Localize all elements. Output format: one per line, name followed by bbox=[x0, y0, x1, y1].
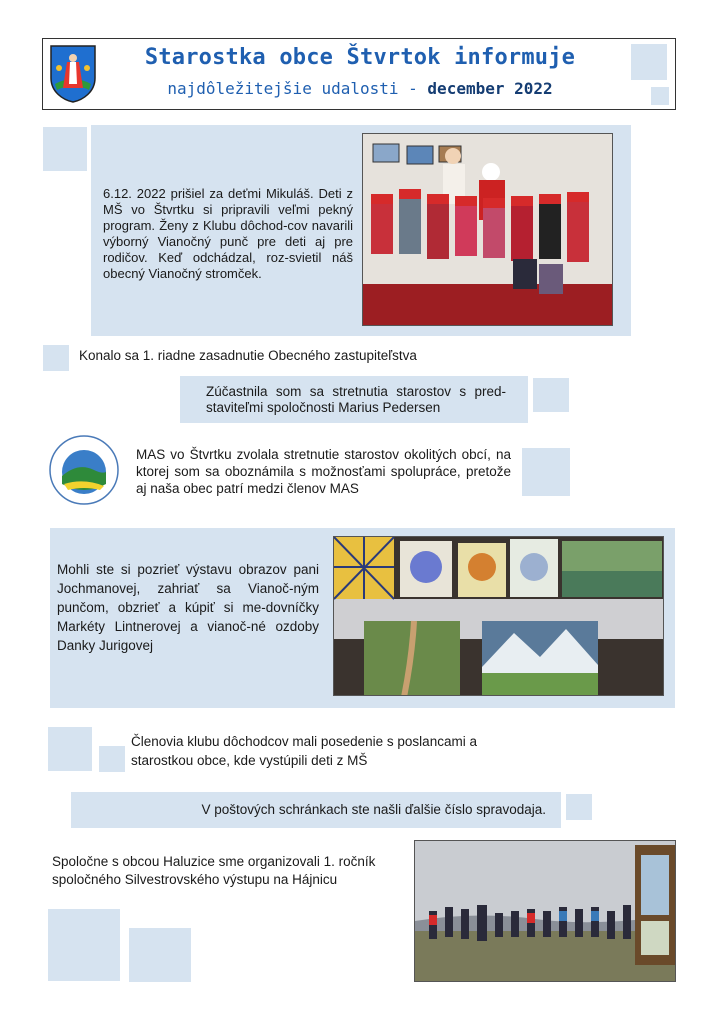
stretnutie-text: Zúčastnila som sa stretnutia starostov s pred-staviteľmi spoločnosti Marius Pedersen bbox=[206, 384, 506, 415]
spravodaj-text: V poštových schránkach ste našli ďalšie číslo spravodaja. bbox=[201, 802, 546, 817]
deco-square bbox=[651, 87, 669, 105]
deco-square bbox=[43, 345, 69, 371]
mikulas-photo bbox=[362, 133, 613, 326]
deco-square bbox=[533, 378, 569, 412]
deco-square bbox=[129, 928, 191, 982]
deco-square bbox=[566, 794, 592, 820]
silvester-photo bbox=[414, 840, 676, 982]
deco-square bbox=[631, 44, 667, 80]
header-box bbox=[42, 38, 676, 110]
deco-square bbox=[48, 909, 120, 981]
page-subtitle bbox=[43, 79, 677, 98]
deco-square bbox=[99, 746, 125, 772]
mas-text: MAS vo Štvrtku zvolala stretnutie starostov okolitých obcí, na ktorej som sa oboznámila s možnosťami spolupráce, pretože aj naša obec patrí medzi členov MAS bbox=[136, 447, 511, 496]
vystava-text: Mohli ste si pozrieť výstavu obrazov pani Jochmanovej, zahriať sa Vianoč-ným punčom, obzrieť a kúpiť si me-dovníčky Markéty Lintnerovej a vianoč-né ozdoby Danky Jurigovej bbox=[57, 562, 319, 653]
klub-text: Členovia klubu dôchodcov mali posedenie s poslancami a starostkou obce, kde vystúpili deti z MŠ bbox=[131, 734, 477, 768]
subtitle-date: december 2022 bbox=[427, 79, 553, 98]
deco-square bbox=[522, 448, 570, 496]
deco-square bbox=[48, 727, 92, 771]
deco-square bbox=[43, 127, 87, 171]
silvester-text: Spoločne s obcou Haluzice sme organizovali 1. ročník spoločného Silvestrovského výstupu na Hájnicu bbox=[52, 854, 376, 887]
mas-logo-icon bbox=[48, 434, 120, 506]
page-title: Starostka obce Štvrtok informuje bbox=[144, 45, 576, 70]
vystava-photo bbox=[333, 536, 664, 696]
zasadnutie-text: Konalo sa 1. riadne zasadnutie Obecného zastupiteľstva bbox=[79, 348, 417, 363]
mikulas-text: 6.12. 2022 prišiel za deťmi Mikuláš. Deti z MŠ vo Štvrtku si pripravili veľmi pekný program. Ženy z Klubu dôchod-cov navarili výborný Vianočný punč pre deti aj pre rodičov. Keď odchádzal, roz-svietil náš obecný Vianočný stromček. bbox=[103, 186, 353, 281]
subtitle-prefix: najdôležitejšie udalosti - bbox=[167, 79, 428, 98]
